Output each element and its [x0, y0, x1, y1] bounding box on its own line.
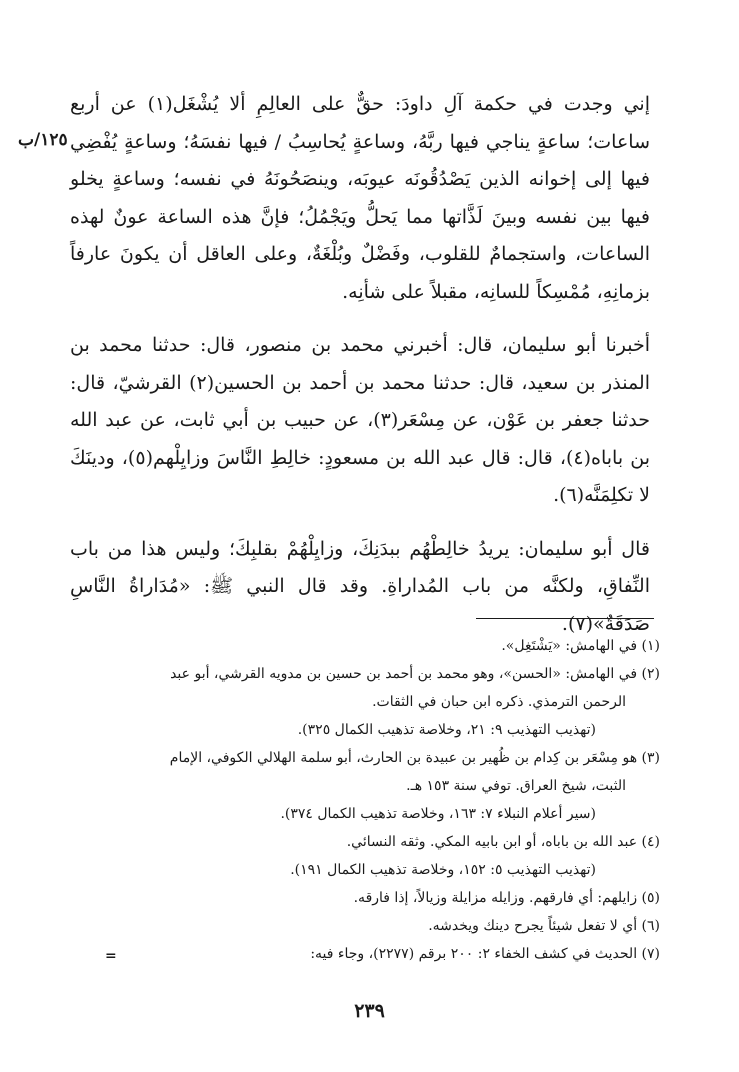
footnote-line: (سير أعلام النبلاء ٧: ١٦٣، وخلاصة تذهيب الكمال ٣٧٤).: [280, 806, 596, 822]
footnote-line: (١) في الهامش: «يَشْتَغِل».: [501, 638, 660, 654]
paragraph-3: قال أبو سليمان: يريدُ خالِطْهُم ببدَنِكَ، وزايِلْهُمْ بقلبِكَ؛ وليس هذا من باب النِّفاقِ، ولكنَّه من باب المُداراةِ. وقد قال النبي ﷺ: «مُدَاراةُ النَّاسِ صَدَقَةٌ»(٧).: [70, 537, 650, 635]
footnote-separator: [476, 618, 654, 619]
footnote-line: (٦) أي لا تفعل شيئاً يجرح دينك ويخدشه.: [428, 918, 660, 934]
footnote-line: (٢) في الهامش: «الحسن»، وهو محمد بن أحمد بن حسين بن مدويه القرشي، أبو عبد: [170, 666, 660, 682]
page-number: ٢٣٩: [354, 1000, 385, 1022]
footnotes: [70, 632, 660, 968]
footnote-line: (٥) زايلهم: أي فارقهم. وزايله مزايلة وزيالاً، إذا فارقه.: [353, 890, 660, 906]
paragraph-2: أخبرنا أبو سليمان، قال: أخبرني محمد بن منصور، قال: حدثنا محمد بن المنذر بن سعيد، قال: حدثنا محمد بن أحمد بن الحسين(٢) القرشيّ، قال: حدثنا جعفر بن عَوْن، عن مِسْعَر(٣)، عن حبيب بن أبي ثابت، عن عبد الله بن باباه(٤)، قال: قال عبد الله بن مسعودٍ: خالِطِ النَّاسَ وزايِلْهم(٥)، ودينَكَ لا تكلِمَنَّه(٦).: [70, 334, 650, 506]
footnote-line: (تهذيب التهذيب ٥: ١٥٢، وخلاصة تذهيب الكمال ١٩١).: [290, 862, 596, 878]
footnote-line: (٧) الحديث في كشف الخفاء ٢: ٢٠٠ برقم (٢٢٧٧)، وجاء فيه:: [310, 946, 660, 962]
footnote-line: (تهذيب التهذيب ٩: ٢١، وخلاصة تذهيب الكمال ٣٢٥).: [297, 722, 596, 738]
paragraph-1: إني وجدت في حكمة آلِ داودَ: حقٌّ على العالِمِ ألا يُشْغَل(١) عن أربع ساعات؛ ساعةٍ يناجي فيها ربَّهُ، وساعةٍ يُحاسِبُ / فيها نفسَهُ؛ وساعةٍ يُفْضِي فيها إلى إخوانه الذين يَصْدُقُونَه عيوبَه، وينصَحُونَهُ في نفسه؛ وساعةٍ يخلو فيها بين نفسه وبينَ لَذَّاتها مما يَحلُّ ويَجْمُلُ؛ فإنَّ هذه الساعة عونٌ لهذه الساعات، واستجمامٌ للقلوب، وفَضْلٌ وبُلْغَةٌ، وعلى العاقل أن يكونَ عارفاً بزمانِهِ، مُمْسِكاً للسانِه، مقبلاً على شأنِه.: [70, 93, 650, 303]
continuation-mark: =: [105, 948, 117, 964]
footnote-line: (٤) عبد الله بن باباه، أو ابن بابيه المكي. وثقه النسائي.: [346, 834, 660, 850]
manuscript-folio-marker: ١٢٥/ب: [18, 130, 68, 150]
footnote-line: الرحمن الترمذي. ذكره ابن حبان في الثقات.: [372, 694, 626, 710]
footnote-line: (٣) هو مِسْعَر بن كِدام بن ظُهير بن عبيدة بن الحارث، أبو سلمة الهلالي الكوفي، الإمام: [169, 750, 660, 766]
footnote-line: الثبت، شيخ العراق. توفي سنة ١٥٣ هـ.: [406, 778, 626, 794]
main-text: [70, 86, 650, 643]
